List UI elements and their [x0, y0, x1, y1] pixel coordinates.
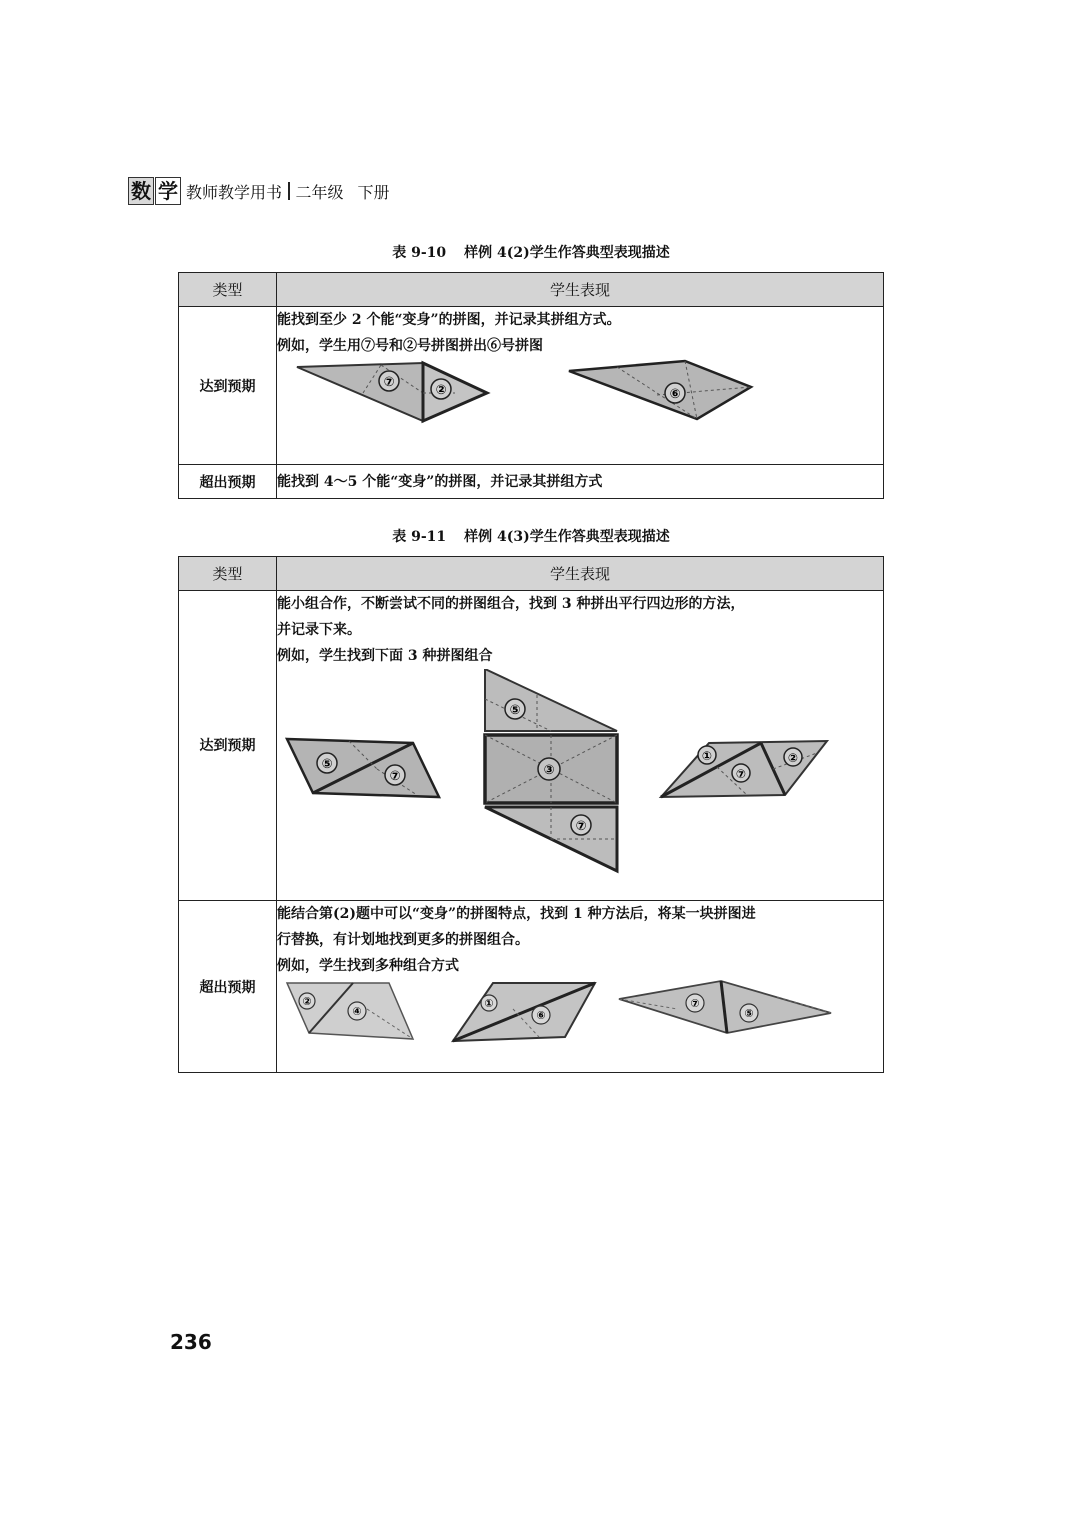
table2-col-type: 类型: [179, 557, 277, 591]
table1-row2-type: 超出预期: [179, 465, 277, 499]
table1: [178, 272, 884, 499]
label-piece-2: ②: [435, 383, 447, 398]
table2-row2-figure: [277, 979, 863, 1043]
label-piece-6: ⑥: [669, 387, 681, 402]
label-piece-2a: ②: [787, 751, 799, 765]
table2-row1-line2: 并记录下来。: [277, 622, 361, 638]
header-divider: [288, 182, 290, 200]
label-piece-5a: ⑤: [321, 757, 333, 772]
label-piece-5c: ⑤: [744, 1007, 754, 1020]
label-piece-5b: ⑤: [509, 703, 521, 718]
table1-col-perf: 学生表现: [277, 273, 884, 307]
label-piece-7d: ⑦: [690, 997, 700, 1010]
table2-row2-line2: 行替换，有计划地找到更多的拼图组合。: [277, 932, 529, 948]
table2-row2-desc: [277, 901, 884, 1073]
volume: 下册: [357, 182, 390, 202]
table1-row1-line2: 例如，学生用⑦号和②号拼图拼出⑥号拼图: [277, 338, 543, 354]
table1-row1-desc: [277, 307, 884, 465]
book-header: [128, 176, 390, 206]
label-piece-4: ④: [352, 1005, 362, 1018]
table1-caption: [178, 242, 884, 262]
table2-number: 表 9-11: [392, 529, 447, 545]
label-piece-2b: ②: [302, 995, 312, 1008]
table2-row1-figure: [277, 669, 863, 879]
table1-row1-line1: 能找到至少 2 个能“变身”的拼图，并记录其拼组方式。: [277, 312, 621, 328]
label-piece-7a: ⑦: [389, 769, 401, 784]
label-piece-1a: ①: [701, 749, 713, 763]
label-piece-7c: ⑦: [735, 767, 747, 781]
table1-title: 样例 4(2)学生作答典型表现描述: [464, 245, 670, 261]
table2-row1-line3: 例如，学生找到下面 3 种拼图组合: [277, 648, 493, 664]
table2-title: 样例 4(3)学生作答典型表现描述: [464, 529, 670, 545]
subject-char-2: 学: [155, 177, 181, 205]
label-piece-7: ⑦: [383, 375, 395, 390]
table2-row2-line3: 例如，学生找到多种组合方式: [277, 958, 459, 974]
table1-row2-desc: [277, 465, 884, 499]
table2-row1-line1: 能小组合作，不断尝试不同的拼图组合，找到 3 种拼出平行四边形的方法，: [277, 596, 745, 612]
table2-row1-type: 达到预期: [179, 591, 277, 901]
table2-col-perf: 学生表现: [277, 557, 884, 591]
table2-row2-line1: 能结合第(2)题中可以“变身”的拼图特点，找到 1 种方法后，将某一块拼图进: [277, 906, 756, 922]
puzzle-piece-6: [569, 361, 751, 419]
combo-pieces-7-5: [619, 981, 831, 1033]
table2-row1-desc: [277, 591, 884, 901]
grade: 二年级: [295, 182, 344, 202]
table1-number: 表 9-10: [392, 245, 447, 261]
puzzle-piece-7: [297, 363, 423, 421]
stack-piece-7: [485, 807, 617, 871]
stack-piece-5: [485, 669, 617, 731]
subject-char-1: 数: [128, 177, 154, 205]
label-piece-3: ③: [543, 763, 555, 778]
table1-row1-type: 达到预期: [179, 307, 277, 465]
table2-row2-type: 超出预期: [179, 901, 277, 1073]
label-piece-6b: ⑥: [536, 1009, 546, 1022]
label-piece-1b: ①: [484, 997, 494, 1010]
book-name: 教师教学用书: [186, 182, 283, 202]
label-piece-7b: ⑦: [575, 819, 587, 834]
table1-row2-line1: 能找到 4～5 个能“变身”的拼图，并记录其拼组方式: [277, 473, 603, 490]
table2-caption: [178, 526, 884, 546]
parallelogram-pieces-5-7: [287, 739, 439, 797]
table1-row1-figure: [277, 359, 877, 439]
table2: [178, 556, 884, 1073]
table1-col-type: 类型: [179, 273, 277, 307]
page-number: 236: [170, 1330, 212, 1354]
combo-pieces-1-6: [453, 983, 595, 1041]
